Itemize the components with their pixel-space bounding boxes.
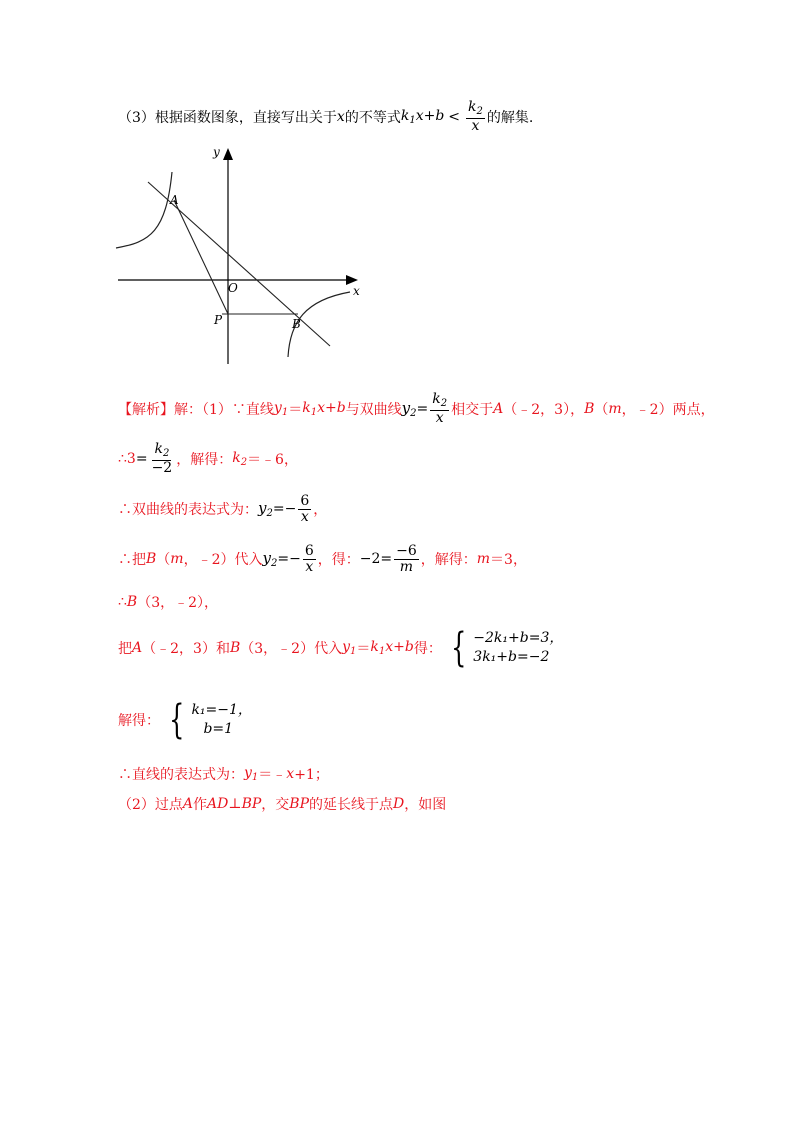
solution-line-9	[118, 794, 446, 814]
l8-text-b: ＝﹣	[258, 767, 287, 783]
l2-text-a: ∴3	[118, 450, 136, 467]
l4-fraction: $\frac{6}{x}$	[304, 543, 314, 575]
l7-text-a: 解得：	[118, 713, 160, 729]
l4-text-d: ，得：	[317, 552, 360, 569]
l9-point-d: D	[393, 796, 405, 812]
l1-text-c: 相交于	[451, 401, 494, 418]
l3-y2: $y_2$	[258, 499, 273, 520]
l1-a-coord: （﹣2，3），	[503, 401, 585, 418]
origin-label: O	[228, 281, 238, 295]
l4-text-f: ，解得：	[420, 552, 477, 569]
q3-x: x	[336, 108, 345, 125]
l6-sys-line-1: −2k₁+b=3，	[473, 630, 564, 647]
q3-lt: <	[448, 108, 461, 125]
axis-x-label: x	[353, 284, 360, 298]
l7-sys-line-1: k₁=−1，	[191, 702, 252, 719]
l4-point-b: B	[146, 551, 157, 568]
l8-text-a: ∴直线的表达式为：	[118, 767, 244, 783]
l8-y1: $y_1$	[244, 765, 259, 783]
function-graph	[110, 142, 370, 372]
l1-text-a: 解：（1）∵直线	[174, 401, 274, 418]
solution-line-1	[118, 392, 715, 425]
l1-eq2: =	[416, 400, 429, 417]
l6-text-b: （﹣2，3）和	[142, 641, 230, 657]
solution-line-6	[118, 625, 564, 671]
solution-line-3	[118, 494, 327, 524]
q3-label: （3）根据函数图象，直接写出关于	[118, 109, 337, 126]
l3-fraction: $\frac{6}{x}$	[300, 493, 310, 525]
point-b-label: B	[292, 317, 301, 331]
l1-y1: $y_1$	[273, 399, 289, 418]
l9-text-a: （2）过点	[118, 797, 183, 813]
l1-m: m	[608, 400, 622, 417]
l6-text-d: 得：	[413, 641, 442, 657]
l5-text-b: （3，﹣2），	[137, 595, 219, 611]
point-a-label: A	[170, 193, 179, 207]
l6-text-a: 把	[118, 641, 132, 657]
l9-perp: ⊥	[228, 796, 242, 812]
l6-point-a: A	[132, 640, 143, 656]
l8-text-c: +1；	[294, 767, 329, 783]
l6-sys-line-2: 3k₁+b=−2	[473, 649, 550, 665]
point-p-label: P	[214, 313, 223, 327]
question-3	[118, 100, 533, 133]
l2-eq: =	[135, 450, 148, 467]
hyperbola-branch-left	[116, 172, 172, 248]
y-axis-arrow	[223, 148, 233, 160]
l1-text-b: 与双曲线	[345, 401, 402, 418]
q3-mid: 的不等式	[344, 109, 401, 126]
l4-m2: m	[476, 551, 491, 568]
l8-x: x	[286, 766, 295, 782]
l6-y1: $y_1$	[342, 639, 357, 657]
l9-text-b: 作	[193, 797, 208, 813]
l5-point-b: B	[126, 594, 138, 610]
l1-k1: $k_1x+b$	[302, 399, 346, 418]
q3-lhs: $k_1x+b$	[400, 107, 445, 126]
l3-text-a: ∴双曲线的表达式为：	[118, 502, 258, 519]
l4-text-e: −2	[359, 551, 381, 568]
axis-y-label: y	[213, 145, 220, 159]
l4-m: m	[170, 551, 184, 568]
l1-point-b: B	[584, 400, 595, 417]
l3-eq: =−	[272, 501, 297, 518]
solution-line-7	[118, 697, 252, 743]
l4-text-g: ＝3，	[490, 552, 527, 569]
l1-b-coord-a: （	[594, 401, 609, 418]
q3-fraction: $\frac{k_2}{x}$	[468, 99, 483, 134]
solution-tag: 【解析】	[118, 401, 174, 418]
solution-line-4	[118, 544, 527, 574]
l7-sys-line-2: b=1	[203, 721, 234, 737]
l4-fraction-2: $\frac{-6}{m}$	[396, 543, 417, 575]
l4-y2: $y_2$	[262, 549, 278, 570]
l9-text-d: ，交	[261, 797, 290, 813]
l4-eq2: =	[380, 551, 393, 568]
q3-tail: 的解集.	[486, 109, 534, 126]
l6-text-c: （3，﹣2）代入	[240, 641, 343, 657]
l1-eq: ＝	[288, 401, 303, 418]
l9-bp-2: BP	[289, 796, 309, 812]
l5-text-a: ∴	[118, 594, 127, 610]
solution-line-5	[118, 592, 218, 612]
l2-k2: $k_2$	[232, 449, 248, 468]
l9-bp: BP	[241, 796, 262, 812]
l6-point-b: B	[229, 640, 241, 656]
l7-equation-system: { k₁=−1， b=1	[169, 697, 252, 743]
l2-text-b: ，解得：	[176, 451, 233, 468]
l4-eq: =−	[277, 551, 301, 568]
l6-k1: $k_1x+b$	[370, 639, 414, 657]
l6-eq: ＝	[356, 641, 371, 657]
l4-text-a: ∴把	[118, 552, 146, 569]
l6-equation-system: { −2k₁+b=3， 3k₁+b=−2	[450, 625, 564, 671]
l3-text-b: ，	[313, 502, 328, 519]
l9-text-e: 的延长线于点	[309, 797, 393, 813]
l9-text-f: ，如图	[404, 797, 447, 813]
l1-point-a: A	[493, 400, 504, 417]
solution-line-8	[118, 764, 329, 784]
l1-fraction: $\frac{k_2}{x}$	[432, 391, 448, 426]
solution-line-2	[118, 442, 298, 475]
l2-fraction: $\frac{k_2}{-2}$	[151, 441, 173, 476]
l4-text-c: ，﹣2）代入	[183, 552, 263, 569]
l9-point-a: A	[182, 796, 194, 812]
l1-b-coord-b: ，﹣2）两点，	[621, 401, 715, 418]
l9-ad: AD	[207, 796, 229, 812]
l4-text-b: （	[156, 552, 171, 569]
l2-text-c: ＝﹣6，	[247, 451, 298, 468]
l1-y2: $y_2$	[401, 398, 417, 419]
segment-ap	[174, 200, 228, 314]
